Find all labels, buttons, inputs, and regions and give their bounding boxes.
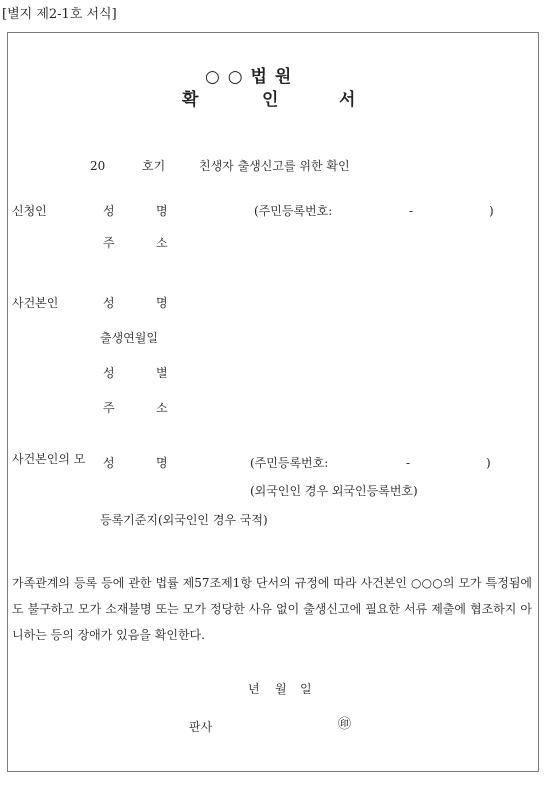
principal-address-label-a: 주 <box>103 401 115 415</box>
case-number: 호기 <box>142 159 166 173</box>
applicant-name-label-b: 명 <box>156 204 168 218</box>
applicant-address-label-a: 주 <box>103 236 115 250</box>
applicant-address-label-b: 소 <box>156 236 168 250</box>
mother-base-label: 등록기준지(외국인인 경우 국적) <box>100 513 268 527</box>
date-month: 월 <box>275 682 287 696</box>
principal-sex-label-a: 성 <box>103 366 115 380</box>
doc-title-char-1: 확 <box>182 90 199 110</box>
date-day: 일 <box>300 682 312 696</box>
seal-icon: ㊞ <box>338 717 352 732</box>
mother-name-label-a: 성 <box>103 456 115 470</box>
mother-foreign-id-label: (외국인인 경우 외국인등록번호) <box>250 484 418 498</box>
applicant-name-label-a: 성 <box>103 204 115 218</box>
judge-label: 판사 <box>189 720 213 734</box>
applicant-label: 신청인 <box>12 204 47 218</box>
principal-sex-label-b: 별 <box>156 366 168 380</box>
principal-name-label-a: 성 <box>103 296 115 310</box>
mother-rrn-dash: - <box>406 456 411 470</box>
mother-rrn-label: (주민등록번호: <box>250 456 329 470</box>
principal-address-label-b: 소 <box>156 401 168 415</box>
doc-title-char-2: 인 <box>262 90 279 110</box>
doc-title-char-3: 서 <box>339 90 356 110</box>
form-frame <box>7 32 539 772</box>
applicant-rrn-label: (주민등록번호: <box>254 204 333 218</box>
applicant-rrn-close: ) <box>489 204 494 218</box>
principal-label: 사건본인 <box>12 296 59 310</box>
confirmation-statement: 가족관계의 등록 등에 관한 법률 제57조제1항 단서의 규정에 따라 사건본인 ○○○의 모가 특정됨에도 불구하고 모가 소재불명 또는 모가 정당한 사유 없이 출생신고에 필요한 서류 제출에 협조하지 아니하는 등의 장애가 있음을 확인한다. <box>12 576 532 642</box>
applicant-rrn-dash: - <box>409 204 414 218</box>
case-year: 20 <box>90 159 106 173</box>
mother-name-label-b: 명 <box>156 456 168 470</box>
mother-rrn-close: ) <box>486 456 491 470</box>
court-title: ○ ○ 법 원 <box>205 67 293 87</box>
principal-birth-label: 출생연월일 <box>100 331 158 345</box>
mother-label: 사건본인의 모 <box>12 452 86 466</box>
principal-name-label-b: 명 <box>156 296 168 310</box>
form-tag: [별지 제2-1호 서식] <box>2 7 117 22</box>
case-subject: 친생자 출생신고를 위한 확인 <box>199 159 350 173</box>
date-year: 년 <box>248 682 260 696</box>
